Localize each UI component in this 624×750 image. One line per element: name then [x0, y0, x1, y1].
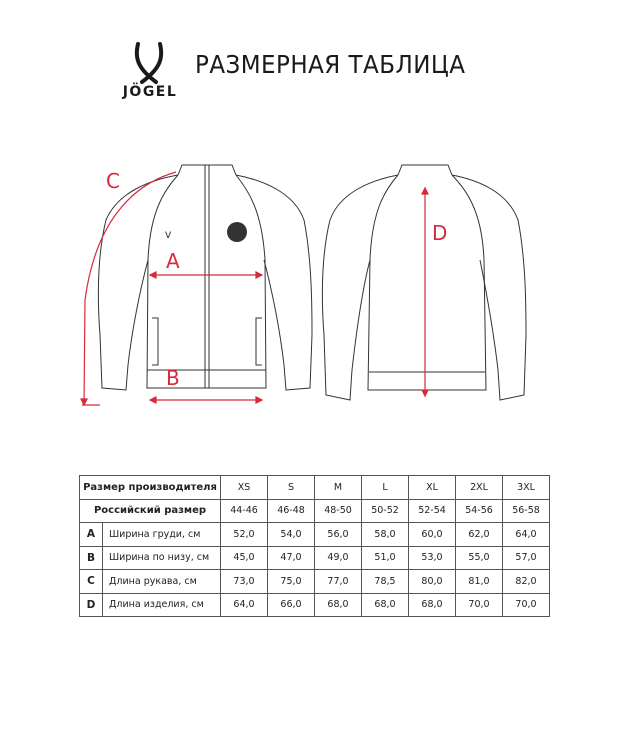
value-cell: 54,0: [268, 523, 315, 547]
value-cell: 81,0: [456, 570, 503, 594]
row-label: Ширина по низу, см: [103, 546, 221, 570]
russian-size-cell: 44-46: [221, 499, 268, 523]
russian-size-cell: 56-58: [503, 499, 550, 523]
value-cell: 45,0: [221, 546, 268, 570]
label-a: A: [166, 249, 180, 273]
value-cell: 82,0: [503, 570, 550, 594]
value-cell: 70,0: [456, 593, 503, 617]
value-cell: 70,0: [503, 593, 550, 617]
label-d: D: [432, 221, 448, 245]
value-cell: 60,0: [409, 523, 456, 547]
value-cell: 56,0: [315, 523, 362, 547]
size-cell: L: [362, 476, 409, 500]
header-row-russian: [80, 499, 550, 523]
table-row: [80, 570, 550, 594]
value-cell: 77,0: [315, 570, 362, 594]
value-cell: 68,0: [409, 593, 456, 617]
value-cell: 51,0: [362, 546, 409, 570]
row-label: Длина рукава, см: [103, 570, 221, 594]
value-cell: 47,0: [268, 546, 315, 570]
size-cell: 3XL: [503, 476, 550, 500]
value-cell: 66,0: [268, 593, 315, 617]
row-label: Ширина груди, см: [103, 523, 221, 547]
value-cell: 64,0: [503, 523, 550, 547]
size-table: [79, 475, 550, 617]
table-row: [80, 546, 550, 570]
size-cell: S: [268, 476, 315, 500]
size-cell: XL: [409, 476, 456, 500]
row-letter: A: [80, 523, 103, 547]
row-letter: B: [80, 546, 103, 570]
label-b: B: [166, 366, 180, 390]
coat-of-arms-icon: [227, 222, 247, 242]
table-row: [80, 593, 550, 617]
page-title: РАЗМЕРНАЯ ТАБЛИЦА: [195, 50, 466, 79]
manufacturer-size-label: Размер производителя: [80, 476, 221, 500]
value-cell: 52,0: [221, 523, 268, 547]
value-cell: 68,0: [362, 593, 409, 617]
value-cell: 62,0: [456, 523, 503, 547]
table-row: [80, 523, 550, 547]
size-cell: 2XL: [456, 476, 503, 500]
jacket-diagram: [0, 150, 624, 420]
russian-size-cell: 50-52: [362, 499, 409, 523]
russian-size-cell: 46-48: [268, 499, 315, 523]
size-cell: XS: [221, 476, 268, 500]
russian-size-cell: 52-54: [409, 499, 456, 523]
size-cell: M: [315, 476, 362, 500]
chest-logo-icon: V: [165, 231, 172, 241]
russian-size-label: Российский размер: [80, 499, 221, 523]
value-cell: 49,0: [315, 546, 362, 570]
brand-name: JÖGEL: [122, 84, 178, 100]
value-cell: 78,5: [362, 570, 409, 594]
value-cell: 57,0: [503, 546, 550, 570]
value-cell: 75,0: [268, 570, 315, 594]
row-letter: C: [80, 570, 103, 594]
value-cell: 58,0: [362, 523, 409, 547]
value-cell: 80,0: [409, 570, 456, 594]
row-letter: D: [80, 593, 103, 617]
value-cell: 55,0: [456, 546, 503, 570]
russian-size-cell: 48-50: [315, 499, 362, 523]
header-row-manufacturer: [80, 476, 550, 500]
value-cell: 53,0: [409, 546, 456, 570]
row-label: Длина изделия, см: [103, 593, 221, 617]
value-cell: 64,0: [221, 593, 268, 617]
value-cell: 73,0: [221, 570, 268, 594]
front-jacket-icon: [98, 165, 312, 390]
label-c: C: [106, 169, 120, 193]
back-jacket-icon: [322, 165, 526, 400]
russian-size-cell: 54-56: [456, 499, 503, 523]
value-cell: 68,0: [315, 593, 362, 617]
